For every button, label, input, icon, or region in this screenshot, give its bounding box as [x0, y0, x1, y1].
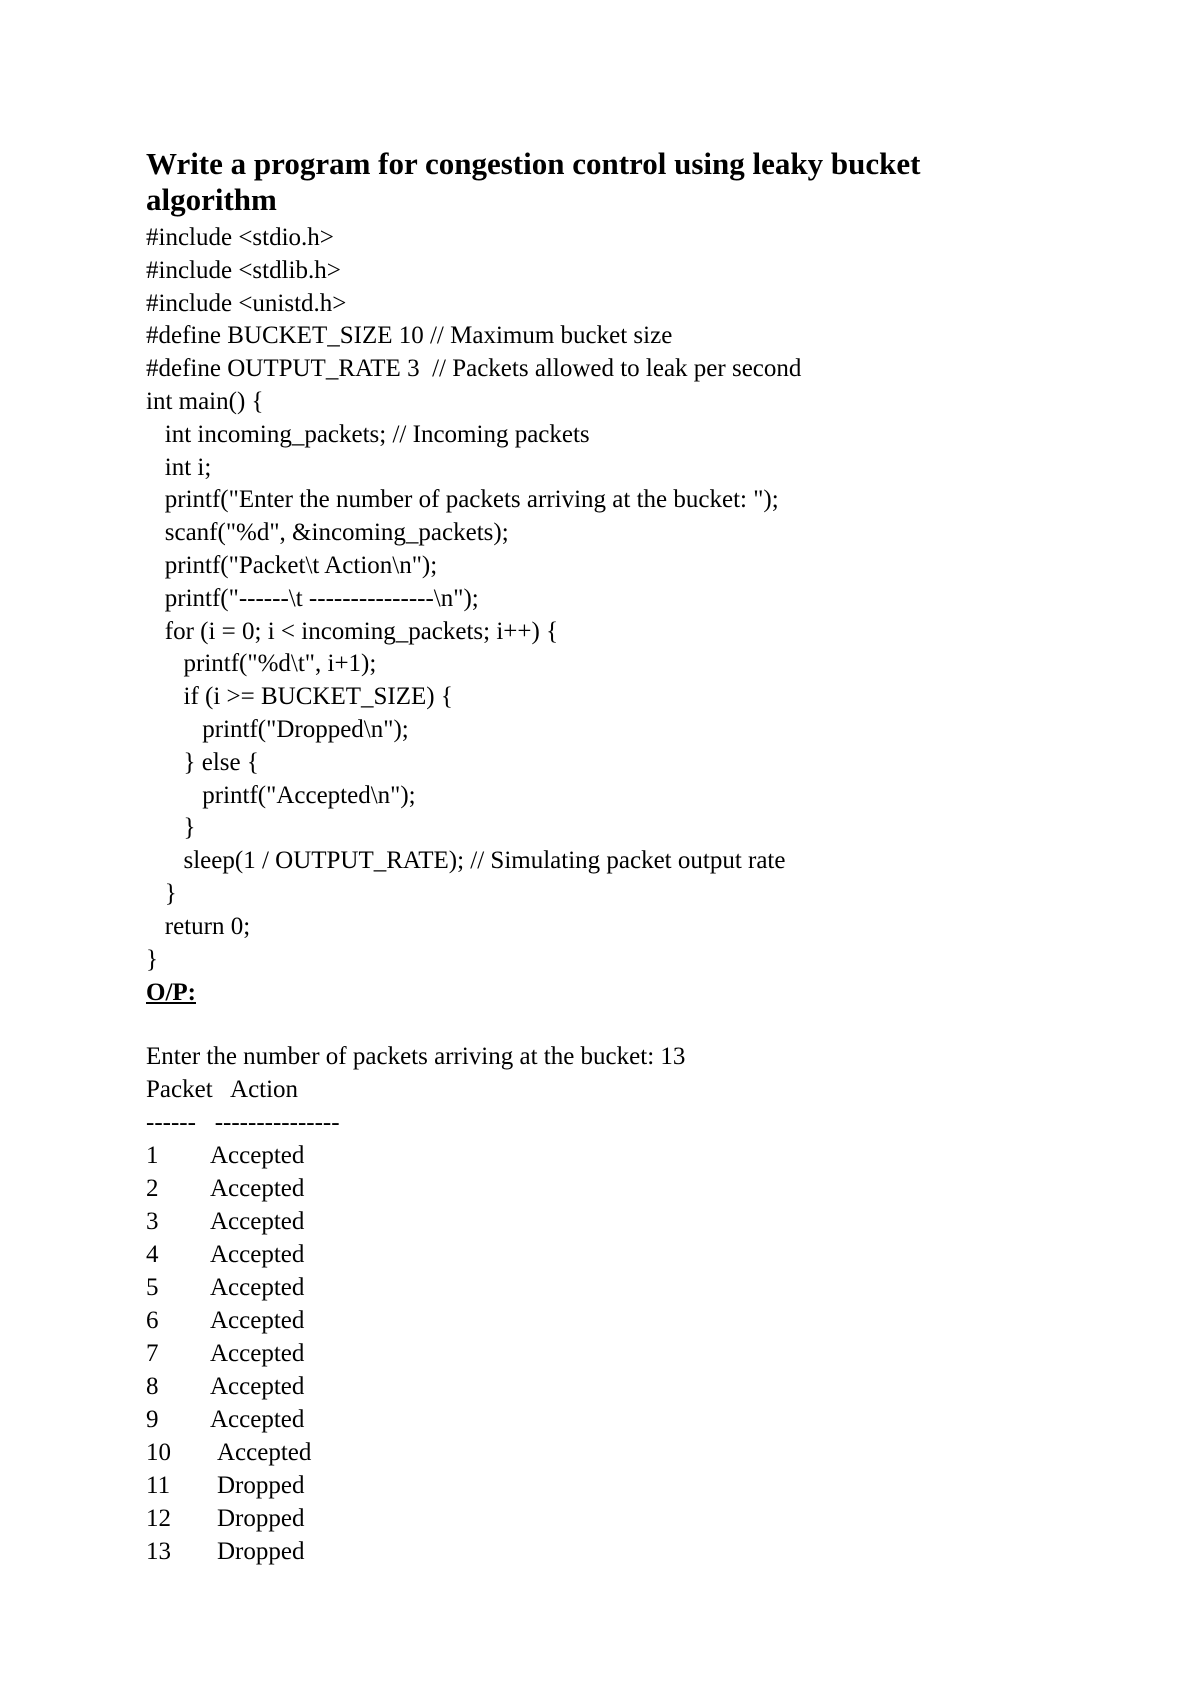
packet-action: Dropped: [217, 1505, 305, 1532]
code-line: #include <stdio.h>: [146, 224, 334, 251]
output-header-line: Packet Action: [146, 1075, 299, 1103]
code-line: int i;: [146, 453, 212, 481]
output-separator-line: ------ ---------------: [146, 1108, 340, 1136]
output-listing: [146, 1041, 685, 1139]
code-line: printf("Accepted\n");: [146, 781, 416, 809]
code-line: #define BUCKET_SIZE 10 // Maximum bucket size: [146, 322, 673, 350]
output-row: [146, 1272, 304, 1305]
output-row: [146, 1140, 304, 1173]
code-line: printf("Packet\t Action\n");: [146, 551, 438, 579]
packet-action: Dropped: [217, 1472, 305, 1499]
packet-number: 6: [146, 1307, 159, 1334]
packet-action: Accepted: [210, 1241, 305, 1268]
code-line: #include <stdlib.h>: [146, 256, 341, 284]
packet-number: 12: [146, 1505, 171, 1532]
packet-action: Dropped: [217, 1538, 305, 1565]
code-line: #include <unistd.h>: [146, 289, 347, 317]
output-row: [146, 1437, 311, 1470]
packet-number: 9: [146, 1406, 159, 1433]
packet-action: Accepted: [210, 1406, 305, 1433]
code-line: for (i = 0; i < incoming_packets; i++) {: [146, 617, 559, 645]
page-title: Write a program for congestion control using leaky bucket algorithm: [146, 146, 921, 217]
code-line: int incoming_packets; // Incoming packets: [146, 420, 590, 448]
packet-number: 4: [146, 1241, 159, 1268]
packet-number: 1: [146, 1142, 159, 1169]
packet-number: 8: [146, 1373, 159, 1400]
code-line: printf("%d\t", i+1);: [146, 650, 377, 678]
packet-action: Accepted: [217, 1439, 312, 1466]
code-line: } else {: [146, 748, 259, 776]
output-label: O/P:: [146, 979, 196, 1006]
packet-action: Accepted: [210, 1175, 305, 1202]
code-line: }: [146, 945, 158, 973]
output-row: [146, 1503, 304, 1536]
output-row: [146, 1404, 304, 1437]
output-row: [146, 1536, 304, 1569]
packet-action: Accepted: [210, 1307, 305, 1334]
code-line: int main() {: [146, 387, 264, 415]
output-row: [146, 1338, 304, 1371]
code-line: sleep(1 / OUTPUT_RATE); // Simulating packet output rate: [146, 847, 786, 875]
output-row: [146, 1239, 304, 1272]
packet-number: 3: [146, 1208, 159, 1235]
output-prompt-line: Enter the number of packets arriving at the bucket: 13: [146, 1043, 686, 1070]
packet-number: 7: [146, 1340, 159, 1367]
packet-number: 10: [146, 1439, 171, 1466]
packet-number: 11: [146, 1472, 171, 1499]
code-line: if (i >= BUCKET_SIZE) {: [146, 683, 453, 711]
packet-action: Accepted: [210, 1340, 305, 1367]
packet-action: Accepted: [210, 1274, 305, 1301]
code-line: }: [146, 814, 196, 842]
packet-number: 13: [146, 1538, 171, 1565]
output-row: [146, 1305, 304, 1338]
output-row: [146, 1206, 304, 1239]
packet-action: Accepted: [210, 1208, 305, 1235]
packet-action: Accepted: [210, 1142, 305, 1169]
output-row: [146, 1371, 304, 1404]
code-line: printf("------\t ---------------\n");: [146, 584, 479, 612]
code-line: return 0;: [146, 912, 251, 940]
code-line: printf("Dropped\n");: [146, 715, 409, 743]
packet-number: 5: [146, 1274, 159, 1301]
packet-number: 2: [146, 1175, 159, 1202]
code-line: }: [146, 879, 177, 907]
code-line: #define OUTPUT_RATE 3 // Packets allowed to leak per second: [146, 355, 802, 383]
code-line: printf("Enter the number of packets arriving at the bucket: ");: [146, 486, 779, 514]
output-row: [146, 1173, 304, 1206]
packet-action: Accepted: [210, 1373, 305, 1400]
code-line: scanf("%d", &incoming_packets);: [146, 519, 509, 547]
code-listing: [146, 222, 801, 976]
output-row: [146, 1470, 304, 1503]
